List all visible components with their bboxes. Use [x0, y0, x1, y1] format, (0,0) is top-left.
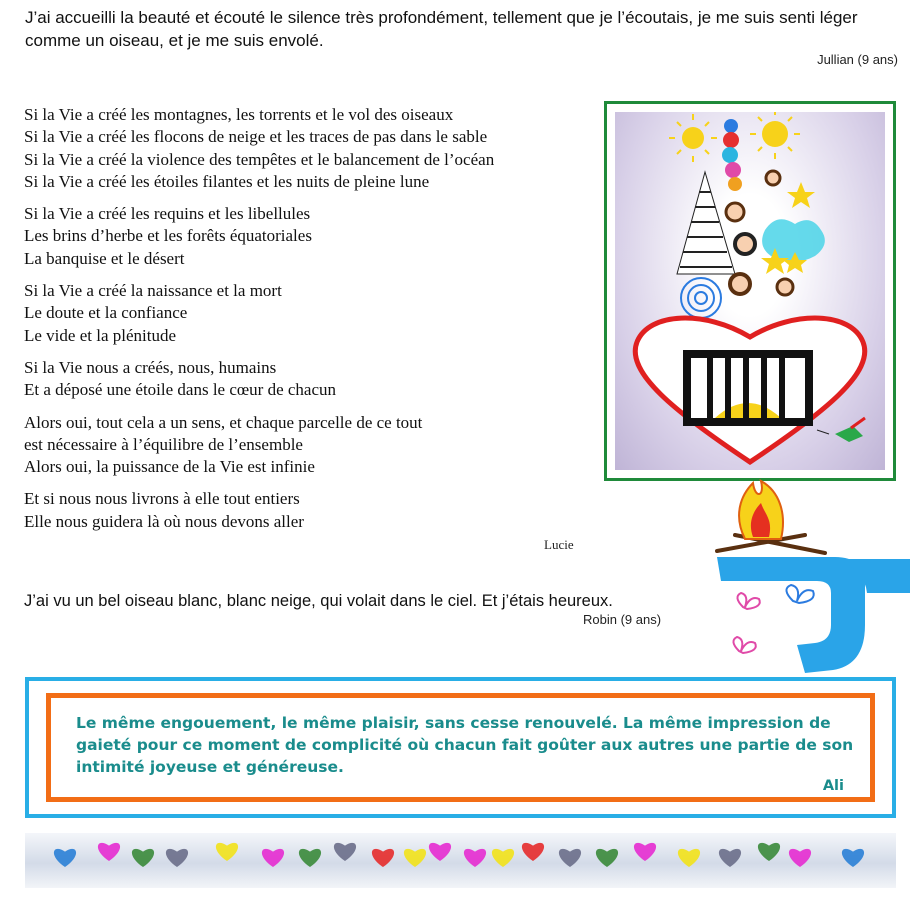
sun-icon: [669, 114, 717, 162]
heart-icon: [842, 849, 864, 867]
child-drawing: [615, 112, 885, 470]
heart-icon: [334, 843, 356, 861]
heart-icon: [372, 849, 394, 867]
spiral-drawing: [681, 278, 721, 318]
heart-icon: [559, 849, 581, 867]
poem: [24, 104, 594, 543]
robin-author: Robin (9 ans): [583, 612, 662, 627]
heart-icon: [54, 849, 76, 867]
poem-line: Si la Vie a créé les montagnes, les torrents et le vol des oiseaux: [24, 105, 454, 124]
hearts-row: [25, 833, 896, 888]
intro-quote: J’ai accueilli la beauté et écouté le silence très profondément, tellement que je l’écoutais, je me suis senti léger comme un oiseau, et je me suis envolé.: [25, 8, 858, 50]
poem-line: est nécessaire à l’équilibre de l’ensemble: [24, 434, 303, 454]
heart-icon: [98, 843, 120, 861]
heart-icon: [758, 843, 780, 861]
poem-line: Les brins d’herbe et les forêts équatoriales: [24, 226, 312, 246]
child-face-icon: [766, 171, 780, 185]
poem-line: Si la Vie a créé les étoiles filantes et les nuits de pleine lune: [24, 171, 430, 191]
poem-line: Si la Vie a créé la naissance et la mort: [24, 281, 282, 301]
poem-stanza: [24, 280, 594, 347]
poem-line: Si la Vie a créé les requins et les libellules: [24, 204, 311, 224]
poem-stanza: [24, 203, 594, 270]
heart-icon: [522, 843, 544, 861]
poem-line: Et si nous nous livrons à elle tout entiers: [24, 489, 300, 509]
poem-stanza: [24, 357, 594, 402]
poem-line: Alors oui, la puissance de la Vie est infinie: [24, 457, 315, 477]
tree-drawing: [677, 172, 735, 274]
poem-line: Alors oui, tout cela a un sens, et chaque parcelle de ce tout: [24, 412, 423, 432]
poem-line: Elle nous guidera là où nous devons aller: [24, 511, 304, 531]
heart-icon: [262, 849, 284, 867]
heart-icon: [216, 843, 238, 861]
butterfly-icon: [733, 593, 759, 653]
heart-icon: [596, 849, 618, 867]
poem-stanza: [24, 488, 594, 533]
quote-text: Le même engouement, le même plaisir, sans cesse renouvelé. La même impression de gaieté pour ce moment de complicité où chacun fait goûter aux autres une partie de son intimité joyeuse et généreuse.: [76, 714, 854, 776]
star-icon: [787, 182, 815, 208]
child-face-icon: [730, 274, 750, 294]
child-drawing-frame: [604, 101, 896, 481]
poem-author: Lucie: [544, 537, 574, 552]
intro-author: Jullian (9 ans): [817, 52, 898, 67]
robin-quote: J’ai vu un bel oiseau blanc, blanc neige, qui volait dans le ciel. Et j’étais heureux.: [24, 592, 613, 610]
child-face-icon: [777, 279, 793, 295]
poem-stanza: [24, 104, 594, 193]
poem-line: Le vide et la plénitude: [24, 325, 176, 345]
child-face-icon: [735, 234, 755, 254]
quote-box-outer: [25, 677, 896, 818]
quote-box-inner: [46, 693, 875, 802]
poem-line: Si la Vie nous a créés, nous, humains: [24, 357, 277, 377]
heart-icon: [789, 849, 811, 867]
barred-window-drawing: [683, 350, 813, 426]
poem-line: Si la Vie a créé les flocons de neige et les traces de pas dans le sable: [24, 127, 488, 147]
heart-icon: [492, 849, 514, 867]
hearts-banner: [25, 833, 896, 888]
hummingbird-icon: [817, 418, 865, 442]
poem-line: Si la Vie a créé la violence des tempêtes et le balancement de l’océan: [24, 149, 495, 169]
campfire-drawing: [715, 475, 910, 675]
butterfly-icon: [786, 585, 813, 603]
drawing-illustration: [615, 112, 885, 470]
heart-icon: [678, 849, 700, 867]
heart-icon: [464, 849, 486, 867]
heart-icon: [132, 849, 154, 867]
poem-line: Et a déposé une étoile dans le cœur de chacun: [24, 380, 337, 400]
poem-line: Le doute et la confiance: [24, 303, 188, 323]
poem-line: La banquise et le désert: [24, 248, 185, 268]
river-drawing: [717, 557, 865, 673]
heart-icon: [719, 849, 741, 867]
child-face-icon: [726, 203, 744, 221]
sun-icon: [750, 112, 800, 159]
heart-icon: [404, 849, 426, 867]
quote-author: Ali: [822, 778, 844, 794]
heart-icon: [299, 849, 321, 867]
poem-stanza: [24, 412, 594, 479]
heart-icon: [634, 843, 656, 861]
heart-icon: [166, 849, 188, 867]
heart-icon: [429, 843, 451, 861]
